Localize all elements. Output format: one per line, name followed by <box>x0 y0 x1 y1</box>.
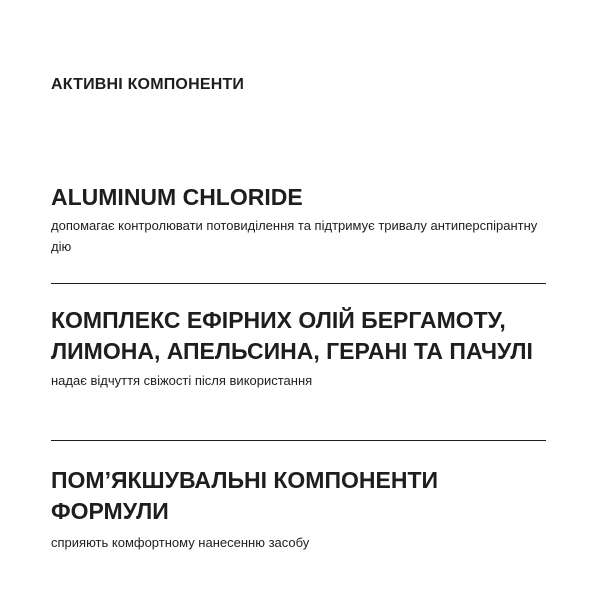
component-aluminum-chloride <box>51 182 551 257</box>
component-essential-oils-complex <box>51 305 551 391</box>
divider <box>51 440 546 441</box>
component-title: КОМПЛЕКС ЕФІРНИХ ОЛІЙ БЕРГАМОТУ, ЛИМОНА, АПЕЛЬСИНА, ГЕРАНІ ТА ПАЧУЛІ <box>51 307 533 364</box>
component-description: сприяють комфортному нанесенню засобу <box>51 535 310 550</box>
component-title: ПОМ’ЯКШУВАЛЬНІ КОМПОНЕНТИ ФОРМУЛИ <box>51 467 439 524</box>
component-title: ALUMINUM CHLORIDE <box>51 184 303 210</box>
component-description: допомагає контролювати потовиділення та підтримує тривалу антиперспірантну дію <box>51 218 538 254</box>
component-softening-components <box>51 465 551 553</box>
divider <box>51 283 546 284</box>
section-title: АКТИВНІ КОМПОНЕНТИ <box>51 76 245 93</box>
component-description: надає відчуття свіжості після використання <box>51 373 313 388</box>
